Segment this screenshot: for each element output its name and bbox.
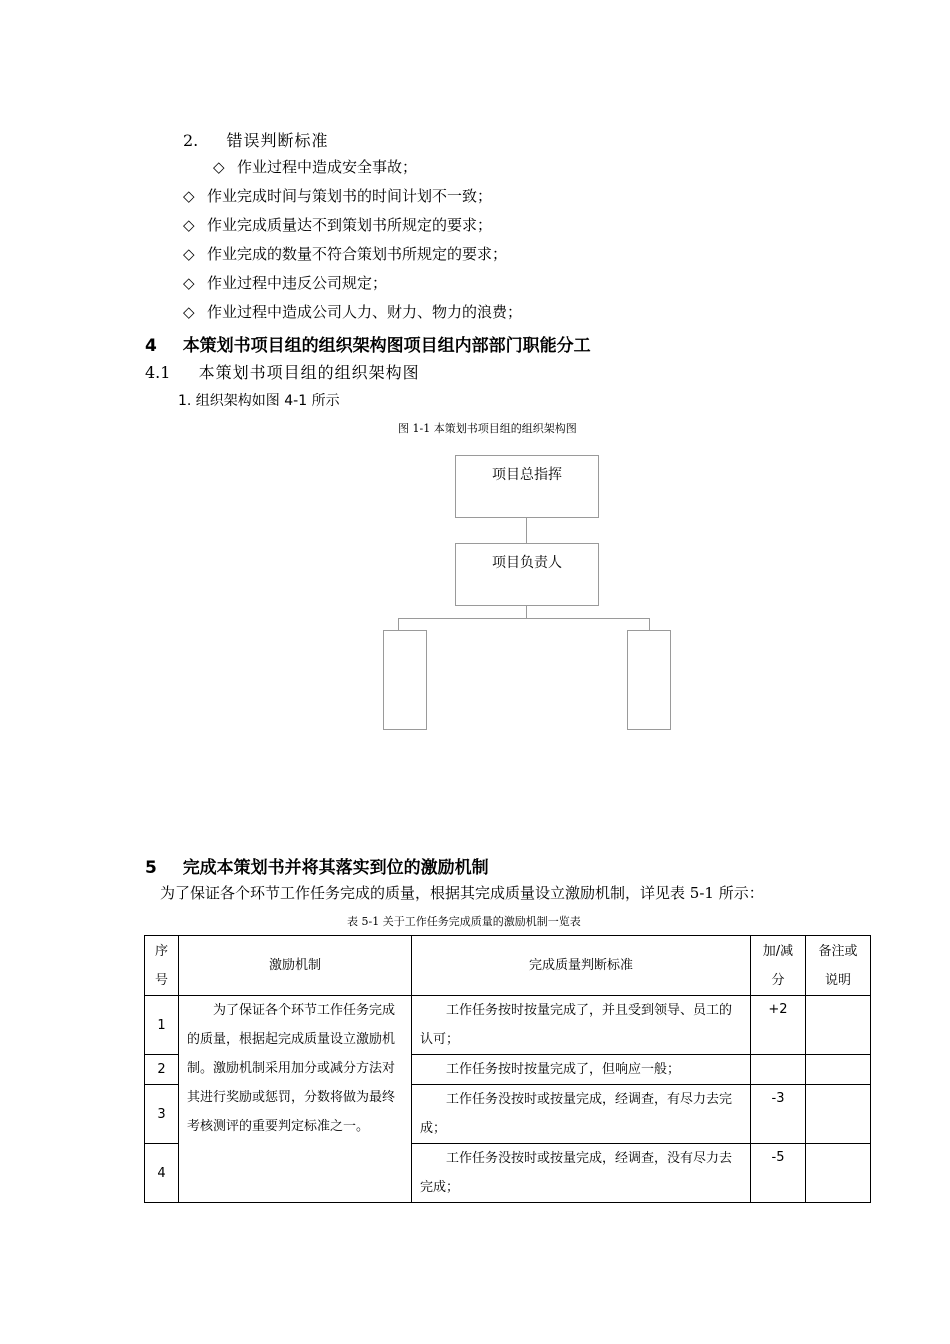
- standard-text: 工作任务没按时或按量完成，经调查，没有尽力去完成；: [420, 1151, 733, 1195]
- section-2-number: 2.: [183, 131, 199, 150]
- diamond-bullet-icon: ◇: [183, 215, 195, 234]
- mechanism-text: 为了保证各个环节工作任务完成的质量，根据起完成质量设立激励机制。激励机制采用加分或减分方法对其进行奖励或惩罚，分数将做为最终考核测评的重要判定标准之一。: [187, 1003, 396, 1134]
- table-row: [145, 996, 871, 1055]
- header-mechanism: 激励机制: [179, 936, 412, 996]
- section-2-heading: [183, 128, 328, 151]
- header-score: [751, 936, 806, 996]
- bullet-text: 作业完成时间与策划书的时间计划不一致；: [207, 187, 493, 205]
- org-box-middle-label: 项目负责人: [492, 555, 562, 571]
- org-box-top-label: 项目总指挥: [492, 467, 562, 483]
- section-4-heading: [145, 331, 591, 356]
- standard-text: 工作任务按时按量完成了，并且受到领导、员工的认可；: [420, 1003, 733, 1047]
- cell-standard: [412, 1085, 751, 1144]
- bullet-item: [183, 272, 387, 293]
- cell-remark: [806, 1085, 871, 1144]
- cell-seq: 4: [145, 1144, 179, 1203]
- bullet-item: [213, 156, 417, 177]
- cell-remark: [806, 1055, 871, 1085]
- header-seq-line2: 号: [154, 972, 168, 988]
- connector-line: [398, 618, 399, 630]
- connector-line: [649, 618, 650, 630]
- bullet-item: [183, 214, 492, 235]
- header-score-line1: 加/减: [762, 943, 794, 959]
- org-box-left-child: [383, 630, 427, 730]
- diamond-bullet-icon: ◇: [183, 244, 195, 263]
- section-5-intro: 为了保证各个环节工作任务完成的质量，根据其完成质量设立激励机制，详见表 5-1 所示：: [160, 884, 764, 902]
- org-box-right-child: [627, 630, 671, 730]
- section-4-title: 本策划书项目组的组织架构图项目组内部部门职能分工: [182, 336, 591, 356]
- cell-seq: 2: [145, 1055, 179, 1085]
- connector-line: [398, 618, 650, 619]
- header-remark: [806, 936, 871, 996]
- cell-score: [751, 1055, 806, 1085]
- cell-standard: [412, 1144, 751, 1203]
- cell-remark: [806, 996, 871, 1055]
- standard-text: 工作任务没按时或按量完成，经调查，有尽力去完成；: [420, 1092, 733, 1136]
- cell-score: -3: [751, 1085, 806, 1144]
- figure-caption: 图 1-1 本策划书项目组的组织架构图: [398, 422, 577, 435]
- bullet-text: 作业完成质量达不到策划书所规定的要求；: [207, 216, 493, 234]
- connector-line: [526, 518, 527, 543]
- cell-seq: 3: [145, 1085, 179, 1144]
- section-5-heading: [145, 853, 489, 878]
- cell-score: +2: [751, 996, 806, 1055]
- standard-text: 工作任务按时按量完成了，但响应一般；: [446, 1062, 681, 1077]
- header-score-line2: 分: [771, 972, 785, 988]
- header-remark-line2: 说明: [824, 972, 851, 988]
- bullet-item: [183, 301, 522, 322]
- section-4-1-number: 4.1: [145, 363, 171, 382]
- bullet-item: [183, 185, 492, 206]
- diamond-bullet-icon: ◇: [183, 302, 195, 321]
- diamond-bullet-icon: ◇: [213, 157, 225, 176]
- header-standard: 完成质量判断标准: [412, 936, 751, 996]
- header-seq: [145, 936, 179, 996]
- cell-standard: [412, 996, 751, 1055]
- header-seq-line1: 序: [154, 943, 168, 959]
- bullet-item: [183, 243, 507, 264]
- bullet-text: 作业过程中造成公司人力、财力、物力的浪费；: [207, 303, 523, 321]
- cell-seq: 1: [145, 996, 179, 1055]
- section-5-title: 完成本策划书并将其落实到位的激励机制: [182, 858, 489, 878]
- connector-line: [526, 606, 527, 618]
- cell-mechanism: [179, 996, 412, 1203]
- incentive-table: [144, 935, 871, 1203]
- cell-score: -5: [751, 1144, 806, 1203]
- org-box-top: [455, 455, 599, 518]
- table-header-row: [145, 936, 871, 996]
- header-remark-line1: 备注或: [818, 943, 858, 959]
- bullet-text: 作业过程中违反公司规定；: [207, 274, 388, 292]
- diamond-bullet-icon: ◇: [183, 273, 195, 292]
- section-4-1-title: 本策划书项目组的组织架构图: [198, 363, 420, 382]
- bullet-text: 作业完成的数量不符合策划书所规定的要求；: [207, 245, 508, 263]
- cell-remark: [806, 1144, 871, 1203]
- figure-reference: 1. 组织架构如图 4-1 所示: [178, 393, 340, 409]
- section-2-title: 错误判断标准: [226, 131, 329, 150]
- org-box-middle: [455, 543, 599, 606]
- cell-standard: [412, 1055, 751, 1085]
- section-5-number: 5: [145, 858, 157, 878]
- section-4-number: 4: [145, 336, 157, 356]
- diamond-bullet-icon: ◇: [183, 186, 195, 205]
- table-caption: 表 5-1 关于工作任务完成质量的激励机制一览表: [347, 915, 581, 928]
- bullet-text: 作业过程中造成安全事故；: [237, 158, 418, 176]
- section-4-1-heading: [145, 360, 420, 383]
